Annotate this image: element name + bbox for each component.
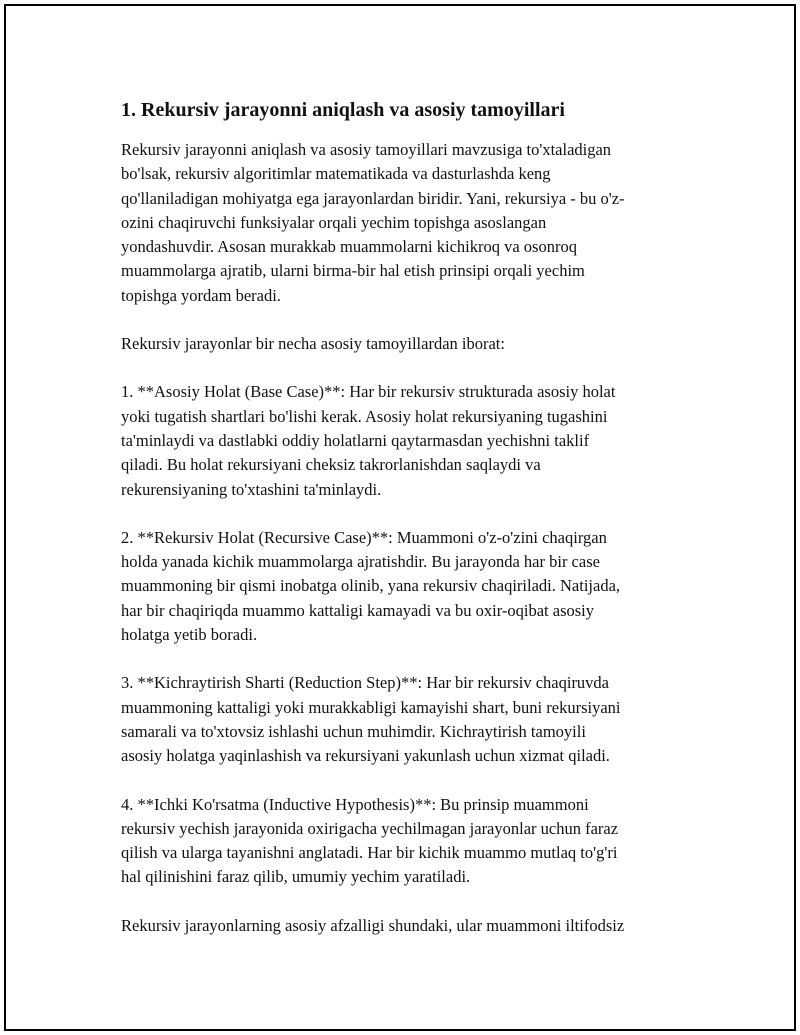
advantages-paragraph: Rekursiv jarayonlarning asosiy afzalligi shundaki, ular muammoni iltifodsiz bbox=[121, 915, 625, 935]
recursive-case-paragraph: 2. **Rekursiv Holat (Recursive Case)**: Muammoni o'z-o'zini chaqirgan holda yanada kichik muammolarga ajratishdir. Bu jarayonda har bir case muammoning bir qismi inobatga olinib, yana rekursiv chaqiriladi. Natijada, har bir chaqiriqda muammo kattaligi kamayadi va bu oxir-oqibat asosiy holatga yetib boradi. bbox=[121, 527, 621, 645]
reduction-step-paragraph: 3. **Kichraytirish Sharti (Reduction Step)**: Har bir rekursiv chaqiruvda muammoning kattaligi yoki murakkabligi kamayishi shart, buni rekursiyani samarali va to'xtovsiz ishlashi uchun muhimdir. Kichraytirish tamoyili asosiy holatga yaqinlashish va rekursiyani yakunlash uchun xizmat qiladi. bbox=[121, 673, 621, 766]
intro-paragraph: Rekursiv jarayonni aniqlash va asosiy tamoyillari mavzusiga to'xtaladigan bo'lsak, rekursiv algoritimlar matematikada va dasturlashda keng qo'llaniladigan mohiyatga ega jarayonlardan biridir. Yani, rekursiya - bu o'z- ozini chaqiruvchi funksiyalar orqali yechim topishga asoslangan yondashuvdir. Asosan murakkab muammolarni kichikroq va osonroq muammolarga ajratib, ularni birma-bir hal etish prinsipi orqali yechim topishga yordam beradi. bbox=[121, 140, 625, 305]
base-case-paragraph: 1. **Asosiy Holat (Base Case)**: Har bir rekursiv strukturada asosiy holat yoki tugatish shartlari bo'lishi kerak. Asosiy holat rekursiyaning tugashini ta'minlaydi va dastlabki oddiy holatlarni qaytarmasdan yechishni taklif qiladi. Bu holat rekursiyani cheksiz takrorlanishdan saqlaydi va rekurensiyaning to'xtashini ta'minlaydi. bbox=[121, 382, 616, 499]
inductive-hypothesis-paragraph: 4. **Ichki Ko'rsatma (Inductive Hypothesis)**: Bu prinsip muammoni rekursiv yechish jarayonida oxirigacha yechilmagan jarayonlar uchun faraz qilish va ularga tayanishni anglatadi. Har bir kichik muammo mutlaq to'g'ri hal qilinishini faraz qilib, umumiy yechim yaratiladi. bbox=[121, 794, 619, 887]
page-frame bbox=[4, 4, 796, 1031]
principles-intro-paragraph: Rekursiv jarayonlar bir necha asosiy tamoyillardan iborat: bbox=[121, 334, 505, 354]
section-heading: 1. Rekursiv jarayonni aniqlash va asosiy tamoyillari bbox=[121, 99, 565, 121]
document-body bbox=[121, 96, 701, 962]
